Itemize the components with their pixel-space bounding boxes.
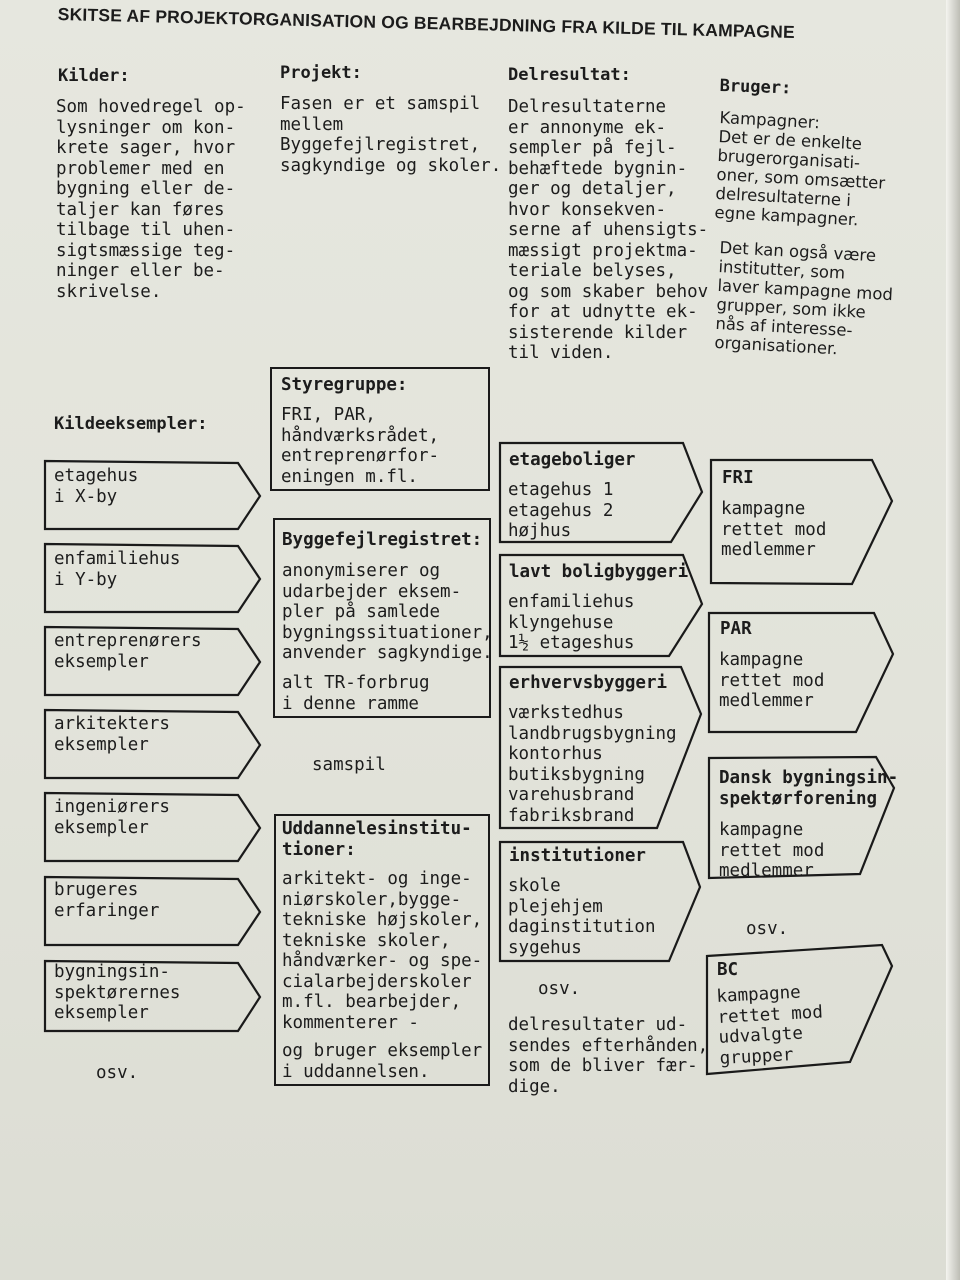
- bruger-osv: osv.: [746, 919, 789, 939]
- projekt-text: Fasen er et samspil mellem Byggefejlregistret, sagkyndige og skoler.: [280, 94, 502, 176]
- delresultat-arrow-heading: erhvervsbyggeri: [509, 673, 668, 693]
- kilde-arrow-label: brugeres erfaringer: [54, 880, 160, 921]
- uddannelse-text: arkitekt- og inge- niørskoler,bygge- tekniske højskoler, tekniske skoler, håndværker- og spe- cialarbejderskoler m.fl. bearbejder, kommenterer -: [282, 869, 483, 1033]
- bruger-heading: Bruger:: [719, 76, 792, 99]
- delresultat-osv: osv.: [538, 979, 581, 999]
- samspil-label: samspil: [312, 755, 386, 775]
- delresultat-note: delresultater ud- sendes efterhånden, som de bliver fær- dige.: [508, 1015, 709, 1097]
- kilde-arrow-label: enfamiliehus i Y-by: [54, 549, 181, 590]
- kildeeksempler-heading: Kildeeksempler:: [54, 414, 208, 434]
- byggefejlregistret-box: [273, 518, 491, 718]
- delresultat-arrow-text: skole plejehjem daginstitution sygehus: [508, 876, 656, 958]
- kilde-arrow-label: bygningsin- spektørernes eksempler: [54, 962, 181, 1023]
- paper-edge: [946, 0, 960, 1280]
- delresultat-arrow-heading: institutioner: [509, 846, 646, 866]
- bruger-arrow-heading: Dansk bygningsin- spektørforening: [719, 768, 899, 809]
- uddannelse-bruger-text: og bruger eksempler i uddannelsen.: [282, 1041, 483, 1082]
- kildeeksempler-osv: osv.: [96, 1063, 139, 1083]
- kilde-arrow-label: arkitekters eksempler: [54, 714, 170, 755]
- bruger-arrow-text: kampagne rettet mod medlemmer: [719, 820, 825, 881]
- kilde-arrow-label: entreprenørers eksempler: [54, 631, 202, 672]
- kilde-arrow-label: etagehus i X-by: [54, 466, 139, 507]
- delresultat-heading: Delresultat:: [508, 65, 631, 85]
- bruger-arrow-heading: PAR: [720, 619, 752, 639]
- byggefejlregistret-tr-forbrug: alt TR-forbrug i denne ramme: [282, 673, 430, 714]
- delresultat-arrow-heading: etageboliger: [509, 450, 636, 470]
- delresultat-arrow-text: enfamiliehus klyngehuse 1½ etageshus: [508, 592, 635, 653]
- delresultat-arrow-text: værkstedhus landbrugsbygning kontorhus butiksbygning varehusbrand fabriksbrand: [508, 703, 677, 826]
- styregruppe-box: [270, 367, 490, 491]
- uddannelse-box: [274, 814, 490, 1086]
- styregruppe-heading: Styregruppe:: [281, 375, 408, 395]
- delresultat-arrow-heading: lavt boligbyggeri: [509, 562, 689, 582]
- delresultat-arrow-text: etagehus 1 etagehus 2 højhus: [508, 480, 614, 541]
- bruger-text-kampagner: Kampagner: Det er de enkelte brugerorganisati- oner, som omsætter delresultaterne i egne kampagner.: [714, 108, 886, 230]
- bruger-arrow-text: kampagne rettet mod medlemmer: [719, 650, 825, 711]
- bruger-arrow-heading: BC: [717, 960, 739, 980]
- bruger-arrow-heading: FRI: [722, 468, 754, 488]
- byggefejlregistret-heading: Byggefejlregistret:: [282, 530, 483, 550]
- byggefejlregistret-text: anonymiserer og udarbejder eksem- pler på samlede bygningssituationer, anvender sagkyndige.: [282, 561, 493, 663]
- bruger-text-institutter: Det kan også være institutter, som laver kampagne mod grupper, som ikke nås af interesse- organisationer.: [714, 238, 894, 359]
- delresultat-text: Delresultaterne er annonyme ek- sempler på fejl- behæftede bygnin- ger og detaljer, hvor konsekven- serne af uhensigts- mæssigt projektma- teriale belyses, og som skaber behov for at udnytte ek- sisterende kilder til viden.: [508, 97, 709, 363]
- bruger-arrow-text: kampagne rettet mod medlemmer: [721, 499, 827, 560]
- uddannelse-heading: Uddannelesinstitu- tioner:: [282, 819, 472, 860]
- page-title: SKITSE AF PROJEKTORGANISATION OG BEARBEJDNING FRA KILDE TIL KAMPAGNE: [57, 4, 796, 43]
- kilder-text: Som hovedregel op- lysninger om kon- krete sager, hvor problemer med en bygning eller de- taljer kan føres tilbage til uhen- sigtsmæssige teg- ninger eller be- skrivelse.: [56, 97, 246, 302]
- styregruppe-text: FRI, PAR, håndværksrådet, entreprenørfor- eningen m.fl.: [281, 405, 440, 487]
- kilde-arrow-label: ingeniørers eksempler: [54, 797, 170, 838]
- kilder-heading: Kilder:: [58, 66, 130, 86]
- bruger-arrow-text: kampagne rettet mod udvalgte grupper: [716, 982, 824, 1069]
- projekt-heading: Projekt:: [280, 63, 362, 83]
